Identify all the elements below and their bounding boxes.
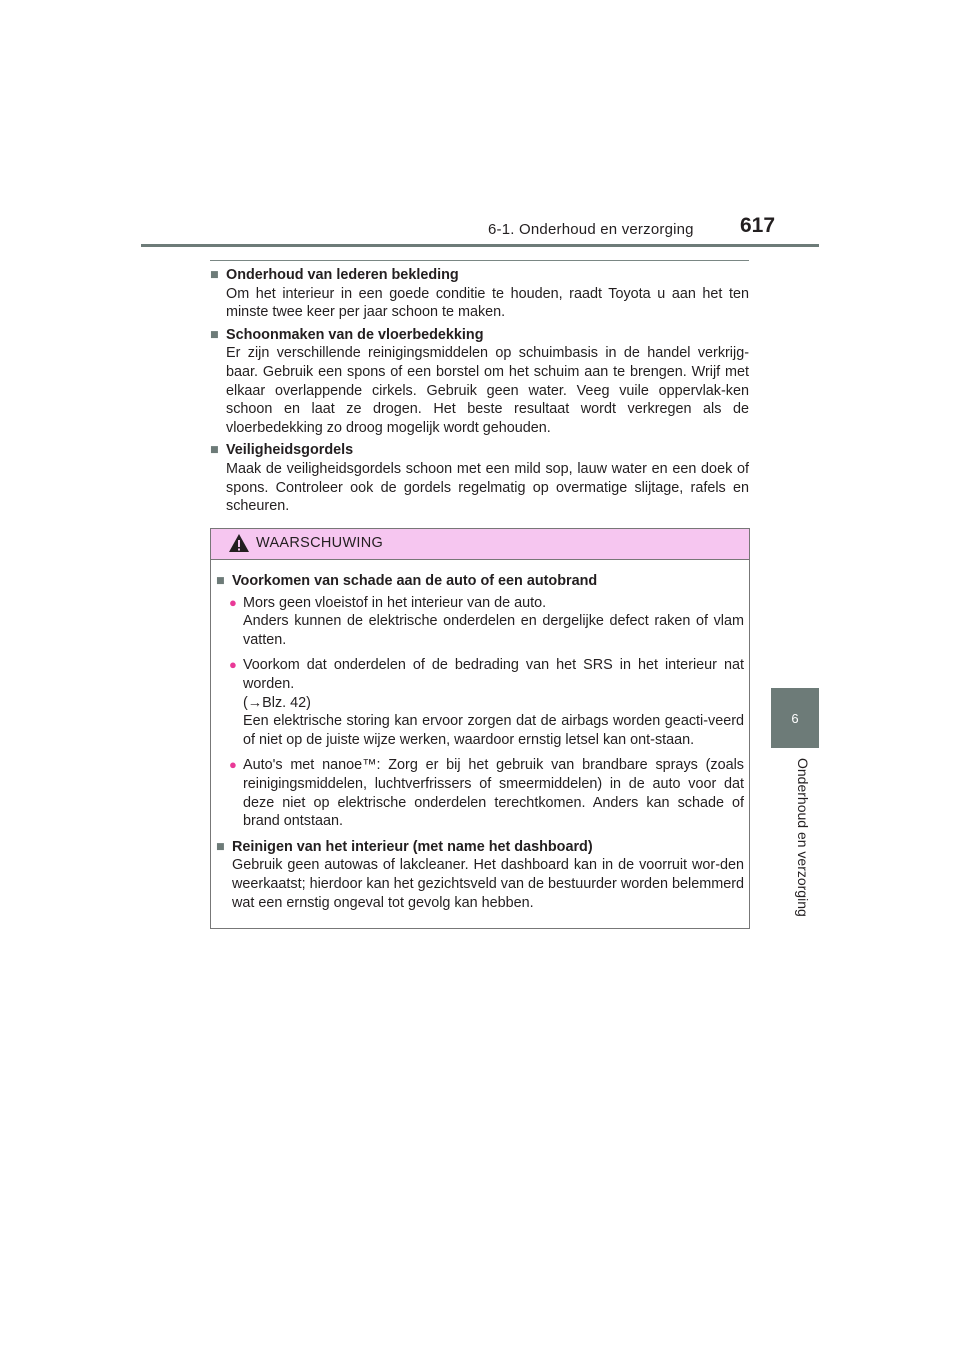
- content-item: [210, 326, 749, 438]
- square-bullet-icon: ■: [216, 573, 225, 589]
- warning-section: [216, 838, 744, 912]
- header-rule: [141, 244, 819, 247]
- chapter-tab: [771, 688, 819, 748]
- warning-section-heading: Voorkomen van schade aan de auto of een autobrand: [232, 573, 598, 589]
- content-item: [210, 266, 749, 322]
- chapter-number: 6: [791, 710, 799, 726]
- item-body: Maak de veiligheidsgordels schoon met een mild sop, lauw water en een doek of spons. Controleer ook de gordels regelmatig op overmatige slijtage, rafels en scheuren.: [226, 460, 749, 515]
- circle-bullet-icon: ●: [229, 594, 237, 610]
- bullet-line: Voorkom dat onderdelen of de bedrading van het SRS in het interieur nat worden.: [243, 657, 744, 692]
- item-body: Er zijn verschillende reinigingsmiddelen op schuimbasis in de handel verkrijg-baar. Gebruik een spons of een borstel om het schuim aan te brengen. Wrijf met elkaar overlappende cirkels. Gebruik geen water. Veeg vuile oppervlak-ken schoon en laat ze drogen. Het beste resultaat wordt verkregen als de vloerbedekking zo droog mogelijk wordt gehouden.: [226, 345, 749, 436]
- page-reference: (→Blz. 42): [243, 694, 311, 711]
- chapter-label: Onderhoud en verzorging: [795, 758, 811, 917]
- item-heading: Onderhoud van lederen bekleding: [226, 267, 459, 283]
- warning-triangle-icon: [228, 533, 250, 553]
- content-item: [210, 441, 749, 515]
- square-bullet-icon: ■: [210, 326, 219, 343]
- circle-bullet-icon: ●: [229, 757, 237, 773]
- content-top-rule: [210, 260, 749, 261]
- bullet-line: Een elektrische storing kan ervoor zorgen dat de airbags worden geacti-veerd of niet op de juiste wijze werken, waardoor ernstig letsel kan ont-staan.: [243, 713, 744, 748]
- warning-section: [216, 572, 744, 831]
- warning-bullet: [229, 756, 744, 830]
- bullet-line: Mors geen vloeistof in het interieur van de auto.: [243, 594, 547, 611]
- item-heading: Veiligheidsgordels: [226, 442, 354, 459]
- warning-box: [210, 528, 750, 929]
- warning-bullet: [229, 594, 744, 650]
- warning-bullet: [229, 656, 744, 749]
- warning-header: [211, 529, 749, 560]
- circle-bullet-icon: ●: [229, 657, 237, 673]
- bullet-line: Anders kunnen de elektrische onderdelen en dergelijke defect raken of vlam vatten.: [243, 613, 744, 648]
- main-content: [210, 266, 749, 520]
- bullet-line: Auto's met nanoe™: Zorg er bij het gebruik van brandbare sprays (zoals reinigingsmiddelen, luchtverfrissers of smeermiddelen) in de auto voor dat deze niet op elektrische onderdelen terechtkomen. Anders kan schade of brand ontstaan.: [243, 757, 744, 830]
- item-heading: Schoonmaken van de vloerbedekking: [226, 326, 484, 343]
- header-section-title: 6-1. Onderhoud en verzorging: [488, 221, 694, 238]
- item-body: Om het interieur in een goede conditie te houden, raadt Toyota u aan het ten minste twee keer per jaar schoon te maken.: [226, 285, 749, 321]
- square-bullet-icon: ■: [216, 838, 225, 855]
- page-number: 617: [740, 214, 776, 237]
- warning-body: [211, 560, 749, 912]
- warning-title: WAARSCHUWING: [256, 535, 384, 551]
- warning-section-body: Gebruik geen autowas of lakcleaner. Het dashboard kan in de voorruit wor-den weerkaatst; hierdoor kan het gezichtsveld van de bestuurder worden belemmerd wat een ernstig ongeval tot gevolg kan hebben.: [232, 857, 744, 911]
- square-bullet-icon: ■: [210, 442, 219, 459]
- square-bullet-icon: ■: [210, 267, 219, 283]
- warning-section-heading: Reinigen van het interieur (met name het dashboard): [232, 838, 593, 855]
